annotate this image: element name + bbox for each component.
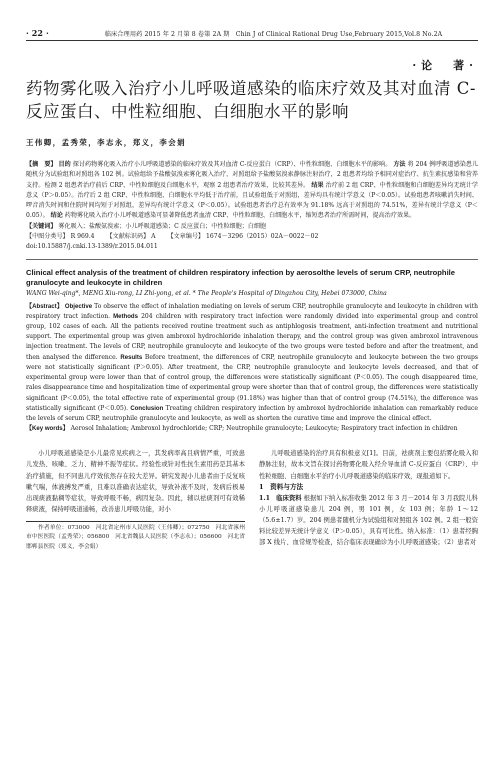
body-left-column bbox=[26, 448, 245, 552]
article-number: 【文章编号】 1674－3296（2015）02A－0022－02 bbox=[167, 233, 319, 241]
author-affiliation-footnote: 作者单位：073000 河北省定州市人民医院（王伟卿）；072750 河北省涿州市中医医院（孟秀荣）；056800 河北省魏县人民医院（李志永）；056600 河北省邯郸县医院（郑义，李会娟） bbox=[26, 521, 245, 552]
intro-paragraph: 小儿呼吸道感染是小儿最常见疾病之一，其发病率高且病情严重，可致患儿发热、咳嗽、乏力、精神不振等症状。经验性或针对性抗生素用药是其基本治疗措施，但不同患儿疗效依然存在较大差异。研究发现小儿患者由于反复咳嗽气喘，体液搏发严重，且难以准确表达症状，导致补液不及时，发病后极易出现痰液黏稠等症状，导致呼吸不畅，病因复杂。因此，辅以祛痰剂可有效稀释痰液，保持呼吸道通畅，改善患儿呼吸功能，对小 bbox=[26, 450, 245, 513]
keywords-en bbox=[26, 424, 478, 434]
abstract-en bbox=[26, 302, 478, 424]
results-text: 治疗前 2 组 CRP、中性粒细胞和白细胞差异均无统计学意义（P＞0.05）。治疗后 2 组 CRP、中性粒细胞、白细胞水平均低于治疗前，且试验组低于对照组，差异均具有统计学意义（P＜0.05）。试验组患者咳嗽消失时间、啰音消失时间和住院时间均短于对照组，差异均有统计学意义（P＜0.05）。试验组患者治疗总有效率为 91.18% 远高于对照组的 74.51%，差异有统计学意义（P＜0.05）。 bbox=[26, 181, 479, 220]
conclusion-text: 药物雾化吸入治疗小儿呼吸道感染可显著降低患者血清 CRP、中性粒细胞、白细胞水平，缩短患者治疗所需时间，提高治疗效果。 bbox=[64, 212, 416, 220]
conclusion-en-label: Conclusion bbox=[130, 405, 164, 412]
clinical-data-paragraph: 根据如下纳入标准收集 2012 年 3 月－2014 年 3 月我院儿科小儿呼吸道感染患儿 204 例，男 101 例，女 103 例；年龄 1～12（5.6±1.7）岁。204 例患者随机分为试验组和对照组各 102 例。2 组一般资料比较差异无统计学意义（P＞0.05），具有可比性。纳入标准：（1）患者经胸部 X 线片、血常规等检查，结合临床表现确诊为小儿呼吸道感染；（2）患者对 bbox=[259, 494, 478, 547]
objective-label: 目的 bbox=[58, 161, 71, 168]
section-tag: ·论 著· bbox=[412, 59, 478, 72]
methods-label: 方法 bbox=[393, 161, 406, 168]
keywords-cn-label: 【关键词】 bbox=[26, 222, 57, 230]
conclusion-en-text: Treating children respiratory infection by ambroxol hydrochloride inhalation can remarkably reduce the levels of serum CRP, neutrophile granulocyte and leukocyte, as well as shorten the curative time and improve the clinical effect. bbox=[26, 404, 478, 422]
title-cn: 药物雾化吸入治疗小儿呼吸道感染的临床疗效及其对血清 C-反应蛋白、中性粒细胞、白细胞水平的影响 bbox=[26, 79, 476, 121]
authors-cn: 王伟卿，孟秀荣，李志永，郑义，李会娟 bbox=[26, 138, 187, 147]
journal-info: 临床合理用药 2015 年 2 月第 8 卷第 2A 期 Chin J of Clinical Rational Drug Use,February 2015,Vol.8 No.2A bbox=[104, 31, 443, 38]
intro-continued-paragraph: 儿呼吸道感染的治疗具有积极意义[1]。目前，祛痰剂主要包括雾化吸入和静脉注射，故本文旨在探讨药物雾化吸入经介导血清 C-反应蛋白（CRP）、中性粒细胞、白细胞水平治疗小儿呼吸道感染的临床疗效，现报道如下。 bbox=[259, 450, 478, 480]
objective-text: 探讨药物雾化吸入治疗小儿呼吸道感染的临床疗效及其对血清 C-反应蛋白（CRP）、中性粒细胞、白细胞水平的影响。 bbox=[72, 161, 392, 168]
doi: doi:10.15887/j.cnki.13-1389/r.2015.04.011 bbox=[26, 243, 158, 251]
abstract-en-label: 【Abstract】 bbox=[26, 303, 63, 310]
results-en-label: Results bbox=[120, 354, 143, 361]
keywords-en-text: Aerosol Inhalation; Ambroxol hydrochloride; CRP; Neutrophile granulocyte; Leukocyte; Respiratory tract infection in children bbox=[70, 425, 458, 433]
divider bbox=[26, 259, 478, 260]
methods-en-text: 204 children with respiratory tract infection were randomly divided into experimental group and control group, 102 cases of each. All the patients received routine treatment such as antiphlogosis treatment, anti-infection treatment and nutritional support. The experimental group was given ambroxol hydrochloride inhalation therapy, and the control group was given ambroxol intravenous injection treatment. The levels of CRP, neutrophile granulocyte and leukocyte of the two groups were tested before and after the treatment, and then analysed the difference. bbox=[26, 312, 478, 361]
clc-number: 【中图分类号】 R 969.4 bbox=[26, 233, 95, 241]
title-en: Clinical effect analysis of the treatment of children respiratory infection by aerosolthe levels of serum CRP, neutrophile granulocyte and leukocyte in children bbox=[26, 267, 456, 288]
keywords-cn bbox=[26, 222, 478, 232]
keywords-en-label: 【Key words】 bbox=[26, 426, 69, 433]
objective-en-label: Objective bbox=[64, 303, 93, 310]
page-number: · 22 · bbox=[26, 28, 49, 38]
methods-text: 将 204 例呼吸道感染患儿随机分为试验组和对照组各 102 例。试验组给予盐酸氨溴索雾化吸入治疗，对照组给予盐酸氨溴索静脉注射治疗，2 组患者均给予相同对症治疗、抗生素抗感染和营养支持。检测 2 组患者治疗前后 CRP、中性粒细胞及白细胞水平，观察 2 组患者治疗效果，比较其差异。 bbox=[26, 161, 479, 189]
paper-page bbox=[0, 28, 504, 758]
objective-en-text: To observe the effect of inhalation mediating on levels of serum CRP, neutrophile granulocyte and leukocyte in children with respiratory tract infection. bbox=[26, 302, 478, 320]
abstract-label: 【摘 要】 bbox=[26, 161, 57, 168]
keywords-cn-text: 雾化吸入；盐酸氨溴索；小儿呼吸道感染；C 反应蛋白；中性粒细胞；白细胞 bbox=[58, 222, 267, 230]
body-columns bbox=[26, 448, 478, 552]
running-header bbox=[26, 28, 478, 41]
results-en-text: Before treatment, the differences of CRP, neutrophile granulocyte and leukocyte between the two groups were not statistically significant (P＞0.05). After treatment, the CRP, neutrophile granulocyte and leukocyte levels decreased, and that of experimental group were lower than that of control group, the differences were statistically significant (P＜0.05). The cough disappeared time, rales disappearance time and hospitalization time of experimental group were shorter than that of control group, the differences were statistically significant (P＜0.05), the total effective rate of experimental group (91.18%) was higher than that of control group (74.51%), the difference was statistically significant (P＜0.05). bbox=[26, 353, 478, 412]
doc-code: 【文献标识码】 A bbox=[106, 233, 156, 241]
abstract-cn bbox=[26, 160, 478, 222]
results-label: 结果 bbox=[311, 181, 324, 189]
authors-en: WANG Wei-qing*, MENG Xiu-rong, LI Zhi-yong, et al. * The People's Hospital of Dingzhou City, Hebei 073000, China bbox=[26, 289, 387, 297]
classification-line bbox=[26, 232, 478, 242]
subsection-heading-clinical-data: 1.1 临床资料 bbox=[259, 494, 302, 502]
section-heading-methods: 1 资料与方法 bbox=[259, 482, 304, 491]
methods-en-label: Methods bbox=[113, 313, 138, 320]
body-right-column bbox=[259, 448, 478, 552]
conclusion-label: 结论 bbox=[50, 212, 63, 220]
